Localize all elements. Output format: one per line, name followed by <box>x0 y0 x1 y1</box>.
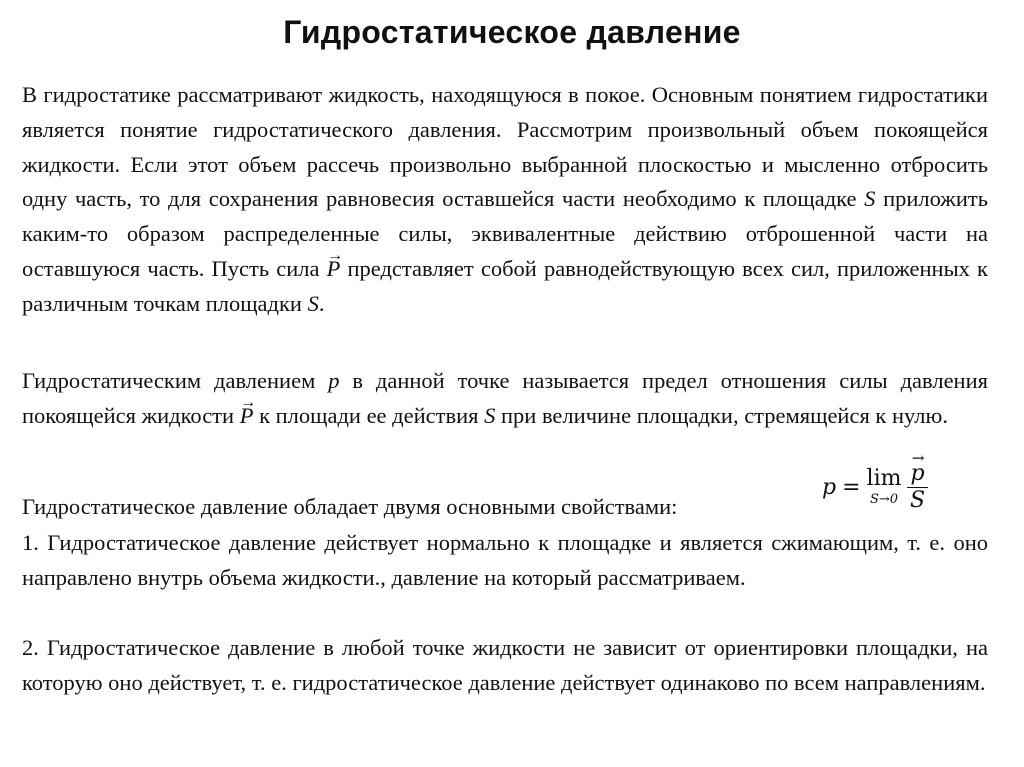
property-1: 1. Гидростатическое давление действует нормально к площадке и является сжимающим, т. е. оно направлено внутрь объема жидкости., давление на который рассматриваем. <box>22 530 988 590</box>
formula-limit <box>867 468 902 506</box>
force-vector-symbol: → P <box>327 252 341 287</box>
paragraph-intro-text-a: В гидростатике рассматривают жидкость, находящуюся в покое. Основным понятием гидростатики является понятие гидростатического давления. Рассмотрим произвольный объем покоящейся жидкости. Если этот объем рассечь произвольно выбранной плоскостью и мысленно отбросить одну часть, то для сохранения равновесия оставшейся части необходимо к площадке <box>22 82 988 212</box>
slide-title: Гидростатическое давление <box>283 14 741 50</box>
paragraph-definition-text-b: в данной точке называется предел отношения силы давления покоящейся жидкости <box>22 368 988 428</box>
formula-fraction <box>907 460 927 513</box>
paragraph-definition-text-d: при величине площадки, стремящейся к нулю. <box>495 402 948 428</box>
formula-lhs: p <box>822 474 837 500</box>
paragraph-intro-text-c: представляет собой равнодействующую всех сил, приложенных к различным точкам площадки <box>22 255 988 316</box>
formula-lim-word: lim <box>866 466 902 491</box>
paragraph-definition <box>22 364 988 434</box>
area-symbol: S <box>484 402 496 428</box>
paragraph-intro-text-b: приложить каким-то образом распределенные силы, эквивалентные действию отброшенной части на оставшуюся часть. Пусть сила <box>22 186 988 281</box>
paragraph-intro <box>22 78 988 322</box>
formula-lim-subscript: S→0 <box>869 492 899 507</box>
area-symbol: S <box>307 290 319 316</box>
paragraph-definition-text-c: к площади ее действия <box>253 402 485 428</box>
properties-intro: Гидростатическое давление обладает двумя основными свойствами: <box>22 494 678 519</box>
paragraph-definition-text-a: Гидростатическим давлением <box>22 368 329 393</box>
area-symbol: S <box>864 186 876 212</box>
property-2: 2. Гидростатическое давление в любой точке жидкости не зависит от ориентировки площадки, на которую оно действует, т. е. гидростатическое давление действует одинаково по всем направлениям. <box>22 635 988 695</box>
formula-denominator: S <box>909 487 926 513</box>
formula-numerator: → p <box>907 463 927 487</box>
pressure-limit-formula <box>822 452 928 522</box>
paragraph-intro-text-d: . <box>318 290 325 316</box>
pressure-symbol: p <box>328 368 340 393</box>
force-vector-symbol: → P <box>240 399 254 434</box>
formula-equals: = <box>842 474 861 500</box>
